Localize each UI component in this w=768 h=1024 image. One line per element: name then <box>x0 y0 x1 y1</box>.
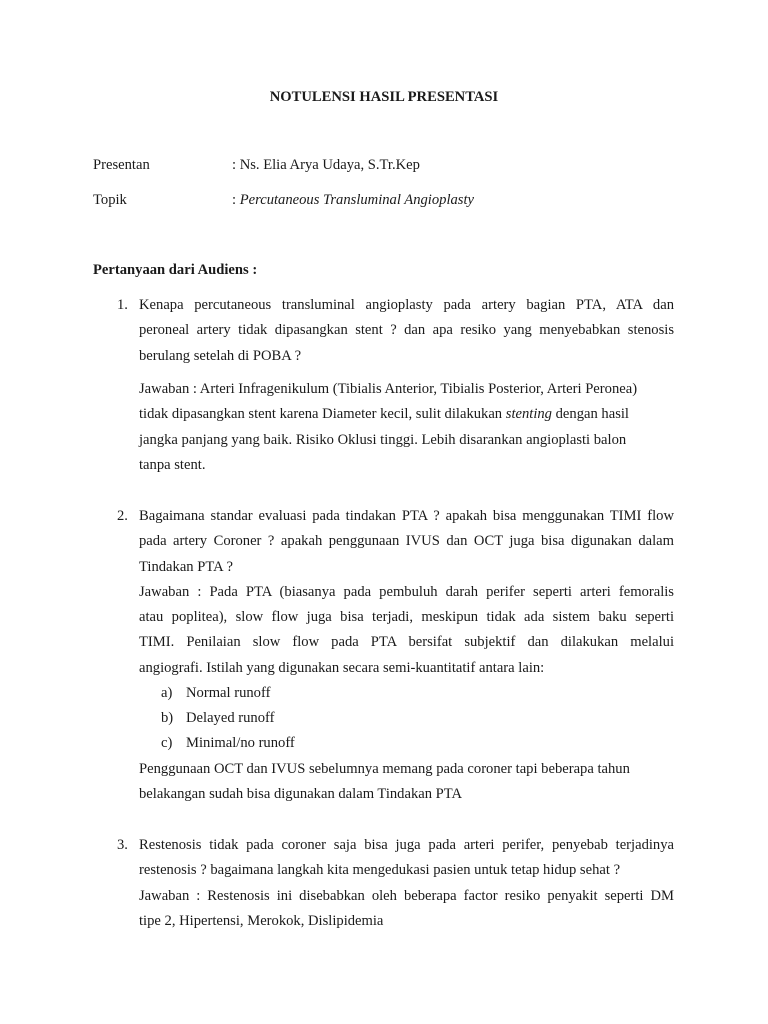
topic-value <box>232 190 474 210</box>
topic-title: Percutaneous Transluminal Angioplasty <box>239 192 475 208</box>
question-1-line: peroneal artery tidak dipasangkan stent ? dan apa resiko yang menyebabkan stenosis <box>139 322 674 339</box>
answer-2-line: angiografi. Istilah yang digunakan secara semi-kuantitatif antara lain: <box>139 659 545 676</box>
answer-1-line: jangka panjang yang baik. Risiko Oklusi tinggi. Lebih disarankan angioplasti balon <box>139 431 627 448</box>
answer-1-segment: dengan hasil <box>551 406 629 423</box>
question-3-text <box>139 833 674 934</box>
answer-1-segment: tidak dipasangkan stent karena Diameter kecil, sulit dilakukan <box>139 406 506 423</box>
question-number-3: 3. <box>117 837 128 853</box>
question-1-line: Kenapa percutaneous transluminal angioplasty pada artery bagian PTA, ATA dan <box>139 297 674 313</box>
question-number-1: 1. <box>117 297 128 313</box>
answer-2-closing <box>139 757 674 808</box>
list-item-marker-a: a) <box>161 685 173 701</box>
question-3-line: Restenosis tidak pada coroner saja bisa juga pada arteri perifer, penyebab terjadinya <box>139 837 674 853</box>
list-item-text-c: Minimal/no runoff <box>186 735 295 751</box>
question-2-line: pada artery Coroner ? apakah penggunaan IVUS dan OCT juga bisa digunakan dalam <box>139 533 674 550</box>
question-number-2: 2. <box>117 508 128 524</box>
answer-1-line: tanpa stent. <box>139 456 206 473</box>
question-3-line: restenosis ? bagaimana langkah kita mengedukasi pasien untuk tetap hidup sehat ? <box>139 862 621 879</box>
answer-2-closing-line: belakangan sudah bisa digunakan dalam Tindakan PTA <box>139 786 463 803</box>
answer-2-line: atau poplitea), slow flow juga bisa terjadi, meskipun tidak ada sistem baku seperti <box>139 609 674 626</box>
answer-1-text <box>139 377 674 478</box>
list-item-marker-b: b) <box>161 710 174 726</box>
topic-prefix: : <box>232 192 240 208</box>
answer-1-emphasis: stenting <box>505 406 552 423</box>
section-heading: Pertanyaan dari Audiens : <box>93 262 258 278</box>
answer-2-closing-line: Penggunaan OCT dan IVUS sebelumnya memang pada coroner tapi beberapa tahun <box>139 761 630 777</box>
question-2-line: Tindakan PTA ? <box>139 558 233 575</box>
list-item-marker-c: c) <box>161 735 173 751</box>
answer-1-line: Jawaban : Arteri Infragenikulum (Tibialis Anterior, Tibialis Posterior, Arteri Peronea) <box>139 381 638 397</box>
question-2-line: Bagaimana standar evaluasi pada tindakan PTA ? apakah bisa menggunakan TIMI flow <box>139 508 674 524</box>
presenter-label: Presentan <box>93 157 150 173</box>
question-1-text <box>139 293 674 369</box>
document-title: NOTULENSI HASIL PRESENTASI <box>269 89 499 105</box>
answer-1-line <box>139 402 674 427</box>
answer-3-line: Jawaban : Restenosis ini disebabkan oleh beberapa factor resiko penyakit seperti DM <box>139 887 674 904</box>
answer-2-line: TIMI. Penilaian slow flow pada PTA bersifat subjektif dan dilakukan melalui <box>139 634 674 651</box>
question-2-text <box>139 504 674 681</box>
topic-label: Topik <box>93 192 127 208</box>
question-1-line: berulang setelah di POBA ? <box>139 347 302 364</box>
answer-3-line: tipe 2, Hipertensi, Merokok, Dislipidemia <box>139 912 384 929</box>
list-item-text-a: Normal runoff <box>186 685 271 701</box>
presenter-value: : Ns. Elia Arya Udaya, S.Tr.Kep <box>232 157 420 173</box>
answer-2-line: Jawaban : Pada PTA (biasanya pada pembuluh darah perifer seperti arteri femoralis <box>139 583 674 600</box>
list-item-text-b: Delayed runoff <box>186 710 275 726</box>
